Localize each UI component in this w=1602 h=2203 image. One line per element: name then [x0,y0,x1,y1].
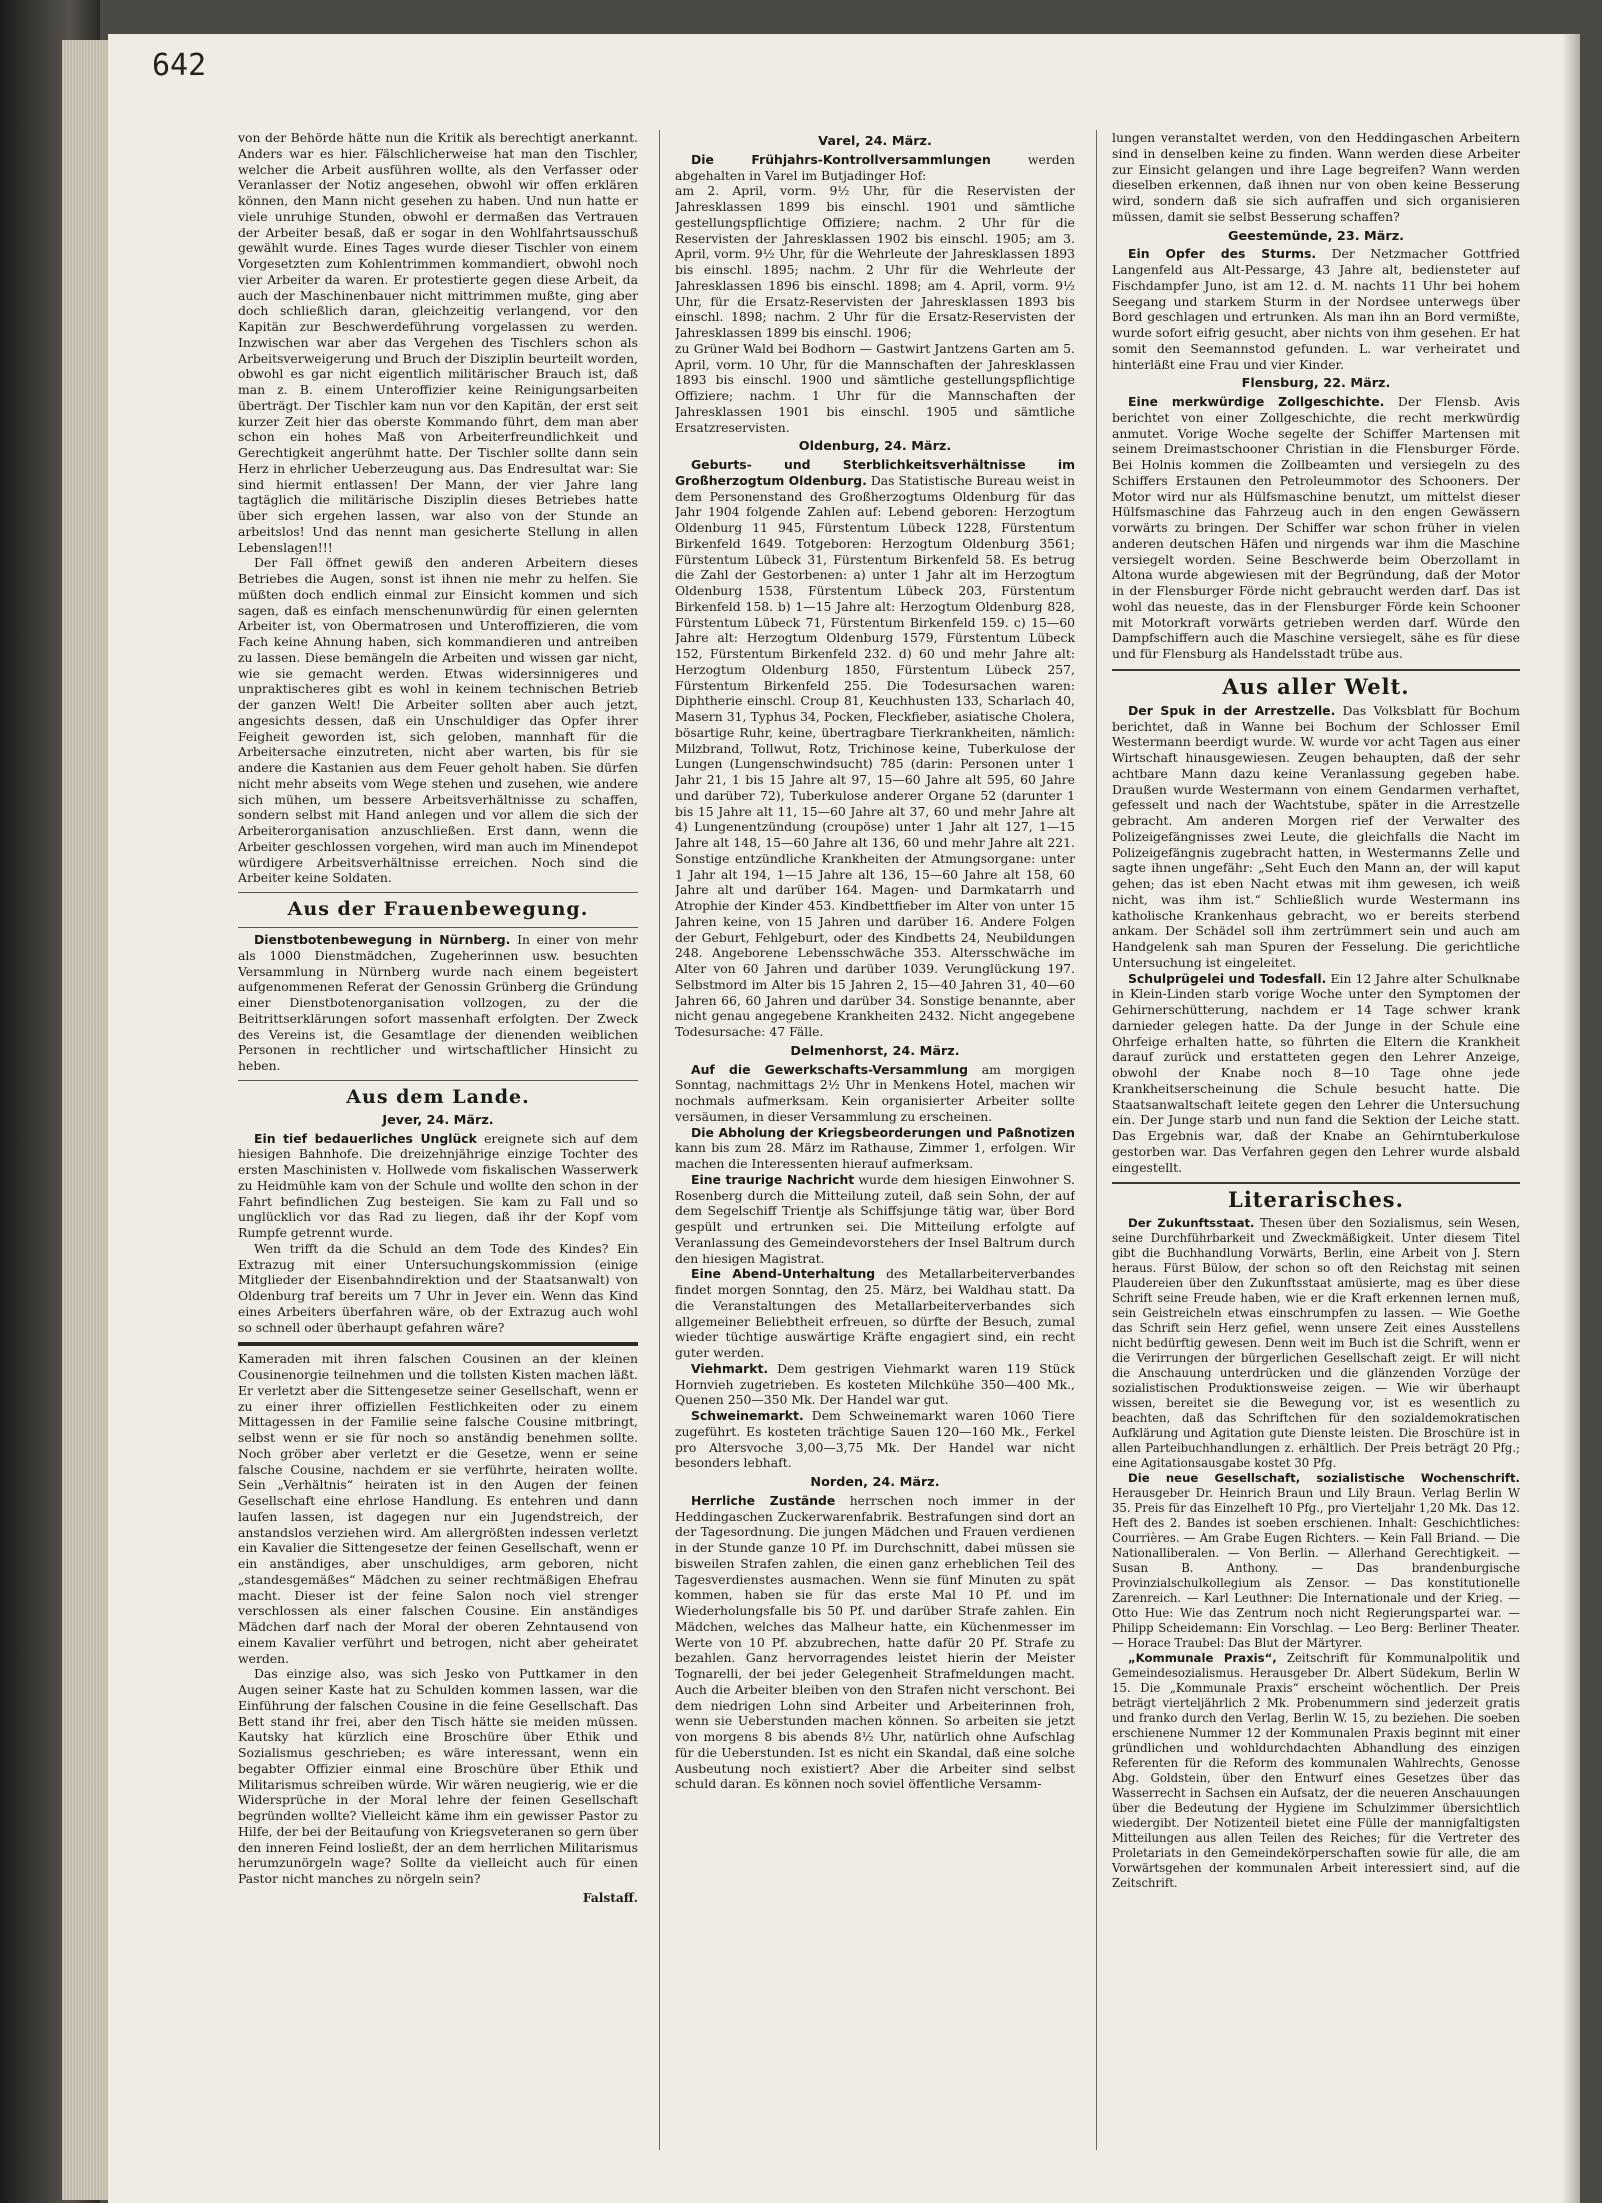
item-text: Dem gestrigen Viehmarkt waren 119 Stück Hornvieh zugetrieben. Es kosteten Milchkühe 350—400 Mk., Quenen 250—350 Mk. Der Handel war gut. [675,1360,1075,1408]
article-paragraph: Der Fall öffnet gewiß den anderen Arbeitern dieses Betriebes die Augen, sonst ist ihnen nie mehr zu helfen. Sie müßten doch endlich einmal zur Einsicht kommen und sich sagen, daß es einfach menschenunwürdig für einen gelernten Arbeiter ist, von Obermatrosen und Unteroffizieren, die vom Fach keine Ahnung haben, sich kommandieren und antreiben zu lassen. Diese bemängeln die Arbeiten und wissen gar nicht, wie sie gemacht werden. Etwas widersinnigeres und unpraktischeres gibt es wohl in keinem technischen Betrieb der ganzen Welt! Die Arbeiter sollten aber auch jetzt, angesichts dessen, daß ein Unschuldiger das Opfer ihrer Feigheit geworden ist, sich geloben, mannhaft für die Arbeitersache einzutreten, nicht aber warten, bis für sie andere die Kastanien aus dem Feuer geholt haben. Sie dürfen nicht mehr abseits vom Wege stehen und zusehen, wie andere sich mühen, um bessere Arbeitsverhältnisse zu schaffen, sondern selbst mit Hand anlegen und vor allem die sich der Arbeiterorganisation anzuschließen. Erst dann, wenn die Arbeiter geschlossen vorgehen, wird man auch im Minendepot würdigere Arbeitsverhältnisse erreichen. Noch sind die Arbeiter keine Soldaten. [238,555,638,886]
item-lead: Viehmarkt. [691,1360,769,1376]
item-text: Zeitschrift für Kommunalpolitik und Gemeindesozialismus. Herausgeber Dr. Albert Südekum, Berlin W 15. Die „Kommunale Praxis“ erscheint wöchentlich. Der Preis beträgt vierteljährlich 2 Mk. Probenummern sind jederzeit gratis und franko durch den Verlag, Berlin W. 15, zu beziehen. Die soeben erschienene Nummer 12 der Kommunalen Praxis beginnt mit einer gründlichen und wohldurchdachten Abhandlung des einzigen Referenten für die Reform des kommunalen Wahlrechts, Genosse Abg. Goldstein, über den Entwurf eines Gesetzes über das Wasserrecht in Sachsen ein Aufsatz, der die neueren Anschauungen über die Bedeutung der Hygiene im Schulzimmer übersichtlich wiedergibt. Der Notizenteil bietet eine Fülle der mannigfaltigsten Mitteilungen aus allen Teilen des Reiches; für die Vertreter des Proletariats in den Gemeindekörperschaften sowie für alle, die am Vorwärtsgehen der kommunalen Arbeit interessiert sind, auf die Zeitschrift. [1112,1651,1520,1891]
item-text: ereignete sich auf dem hiesigen Bahnhofe. Die dreizehnjährige einzige Tochter des ersten Maschinisten v. Hollwede vom fiskalischen Wasserwerk zu Heidmühle kam von der Schule und wollte den schon in der Fahrt befindlichen Zug besteigen. Sie kam zu Fall und so unglücklich vor das Rad zu liegen, daß ihr der Kopf vom Rumpfe getrennt wurde. [238,1130,638,1240]
item-lead: Geburts- und Sterblichkeitsverhältnisse im Großherzogtum Oldenburg. [675,457,1075,488]
item-text: kann bis zum 28. März im Rathause, Zimmer 1, erfolgen. Wir machen die Interessenten hierauf aufmerksam. [675,1140,1075,1171]
item-lead: Schweinemarkt. [691,1408,804,1423]
item-text: Herausgeber Dr. Heinrich Braun und Lily Braun. Verlag Berlin W 35. Preis für das Einzelheft 10 Pfg., pro Vierteljahr 1,20 Mk. Das 12. Heft des 2. Bandes ist soeben erschienen. Inhalt: Geschichtliches: Courrières. — Am Grabe Eugen Richters. — Kein Fall Briand. — Die Nationalliberalen. — Von Berlin. — Allerhand Gerechtigkeit. — Susan B. Anthony. — Das brandenburgische Provinzialschulkollegium als Zensor. — Das konstitutionelle Zarenreich. — Karl Leuthner: Die Internationale und der Krieg. — Otto Hue: Wie das Zentrum noch nicht Regierungspartei war. — Philipp Scheidemann: Ein Vorschlag. — Leo Berg: Berliner Theater. — Horace Traubel: Das Blut der Märtyrer. [1112,1486,1520,1651]
item-text: Das Volksblatt für Bochum berichtet, daß in Wanne bei Bochum der Schlosser Emil Westermann beerdigt wurde. W. wurde vor acht Tagen aus einer Wirtschaft hinausgewiesen. Zeugen behaupten, daß der sehr achtbare Mann dazu keine Veranlassung gegeben habe. Draußen wurde Westermann von einem Gendarmen verhaftet, gefesselt und nach der Wachtstube, später in die Arrestzelle gebracht. Am anderen Morgen rief der Verwalter des Polizeigefängnisses zwei Leute, die gleichfalls die Nacht im Polizeigefängnis zugebracht hatten, in Westermanns Zelle und sagte ihnen ungefähr: „Seht Euch den Mann an, der will kaput gehen; das ist eben Nacht etwas mit ihm gewesen, ich weiß nicht, was ihm ist.“ Schließlich wurde Westermann ins katholische Krankenhaus gebracht, wo er bereits sterbend ankam. Der Schädel soll ihm zertrümmert sein und auch am Handgelenk sah man Spuren der Fesselung. Die gerichtliche Untersuchung ist eingeleitet. [1112,702,1520,970]
column-3 [1112,130,1520,2150]
item-text: Thesen über den Sozialismus, sein Wesen, seine Durchführbarkeit und Zweckmäßigkeit. Unter diesem Titel gibt die Buchhandlung Vorwärts, Berlin, eine Arbeit von J. Stern heraus. Fürst Bülow, der schon so oft den Reichstag mit seinen Plaudereien über den Zukunftsstaat amüsierte, mag es über diese Schrift seine Freude haben, wie er die Kraft erkennen lernen muß, sein Geistreicheln etwas einschrumpfen zu lassen. — Wie Goethe das Schrift sein Herz gefiel, wenn unsere Zeit eines Ausstellens nicht bedürftig gewesen. Denn weit im Buch ist die Schrift, wenn er die Verirrungen der bürgerlichen Gesellschaft zeigt. Er will nicht die Anschauung unterdrücken und die glänzenden Vorzüge der sozialistischen Produktionsweise zeigen. — Wie wir überhaupt wissen, bereitet sie die Bewegung vor, ist es wesentlich zu beachten, daß das Schriftchen für den sozialdemokratischen Aufklärung und Agitation gute Dienste leisten. Die Broschüre ist in allen Parteibuchhandlungen z. erhältlich. Der Preis beträgt 20 Pfg.; eine Agitationsausgabe kostet 30 Pfg. [1112,1216,1520,1471]
item-text: Ein 12 Jahre alter Schulknabe in Klein-Linden starb vorige Woche unter den Symptomen der Gehirnerschütterung, nachdem er 14 Tage schwer krank darnieder gelegen hatte. Da der Junge in der Schule eine Ohrfeige erhalten hatte, so führten die Eltern die Krankheit darauf zurück und erstatteten gegen den Lehrer Anzeige, obwohl der Knabe noch 8—10 Tage ohne jede Krankheitserscheinung die Schule besucht hatte. Die Staatsanwaltschaft leitete gegen den Lehrer die Untersuchung ein. Der Junge starb und nun fand die Sektion der Leiche statt. Das Ergebnis war, daß der Knabe an Gehirntuberkulose gestorben war. Das Verfahren gegen den Lehrer wurde alsbald eingestellt. [1112,970,1520,1175]
item-lead: Der Zukunftsstaat. [1128,1216,1255,1231]
item-text: herrschen noch immer in der Heddingaschen Zuckerwarenfabrik. Bestrafungen sind dort an der Tagesordnung. Die jungen Mädchen und Frauen verdienen in der Stunde ganze 10 Pf. im Durchschnitt, dabei müssen sie bisweilen Strafen zahlen, die einen ganz erheblichen Teil des Tagesverdienstes ausmachen. Wenn sie fünf Minuten zu spät kommen, haben sie für das erste Mal 10 Pf. und im Wiederholungsfalle bis 50 Pf. und darüber Strafe zahlen. Ein Mädchen, welches das Malheur hatte, ein Küchenmesser im Werte von 10 Pf. abzubrechen, hatte dafür 20 Pf. Strafe zu bezahlen. Ganz hervorragendes leistet hierin der Meister Tognarelli, der bei jeder Gelegenheit Strafmeldungen macht. Auch die Arbeiter bleiben von den Strafen nicht verschont. Bei dem niedrigen Lohn sind Arbeiter und Arbeiterinnen froh, wenn sie Ueberstunden machen können. So arbeiten sie jetzt von morgens 8 bis abends 8½ Uhr, natürlich ohne Aufschlag für die Ueberstunden. Ist es nicht ein Skandal, daß eine solche Ausbeutung noch existiert? Aber die Arbeiter sind selbst schuld daran. Es können noch soviel öffentliche Versamm- [675,1492,1075,1792]
signature: Falstaff. [582,1890,638,1905]
dateline: Delmenhorst, 24. März. [790,1043,960,1059]
section-heading-frauenbewegung: Aus der Frauenbewegung. [287,898,589,920]
item-lead: Die neue Gesellschaft, sozialistische Wochenschrift. [1128,1471,1520,1486]
feuilleton-paragraph: Kameraden mit ihren falschen Cousinen an der kleinen Cousinenorgie teilnehmen und die tollsten Kisten machen läßt. Er verletzt aber die Sittengesetze seiner Gesellschaft, wenn er zu einer ihrer offiziellen Festlichkeiten oder zu einem Mittagessen in der Familie seine falsche Cousine mitbringt, selbst wenn er sie für noch so anständig benehmen sollte. Noch gröber aber verletzt er die Gesetze, wenn er seine falsche Cousine, nachdem er sie verführte, heiraten wollte. Sein „Verhältnis“ heiraten ist in den Augen der feinen Gesellschaft eine ehrlose Handlung. Es entehren und dann laufen lassen, ist dagegen nur ein Jugendstreich, der anstandslos verziehen wird. Am allergrößten indessen verletzt ein Kavalier die Sittengesetze der feinen Gesellschaft, wenn er ein anständiges, aber unschuldiges, arm geboren, nicht „standesgemäßes“ Mädchen zu seiner rechtmäßigen Ehefrau macht. Dieser ist der feine Salon noch viel strenger verschlossen als einer falschen Cousine. Ein anständiges Mädchen darf nach der Moral der oberen Zehntausend von einem Kavalier verführt und betrogen, nicht aber geheiratet werden. [238,1351,638,1666]
item-lead: Auf die Gewerkschafts-Versammlung [691,1061,968,1077]
dateline: Flensburg, 22. März. [1241,376,1391,392]
page-edge [62,40,109,2200]
item-lead: „Kommunale Praxis“, [1128,1651,1277,1666]
feuilleton-rule [238,1342,638,1346]
columns [238,130,1520,2150]
item-text: werden abgehalten in Varel im Butjadinger Hof: [675,151,1075,183]
item-text: In einer von mehr als 1000 Dienstmädchen, Zugeherinnen usw. besuchten Versammlung in Nürnberg wurde nach einem begeistert aufgenommenen Referat der Genossin Grünberg die Gründung einer Dienstbotenorganisation vollzogen, zu der die Beitrittserklärungen sofort massenhaft erfolgten. Der Zweck des Vereins ist, die Gesamtlage der dienenden weiblichen Personen in rechtlicher und wirtschaftlicher Hinsicht zu heben. [238,932,638,1073]
dateline: Geestemünde, 23. März. [1227,228,1405,244]
item-text: Wen trifft da die Schuld an dem Tode des Kindes? Ein Extrazug mit einer Untersuchungskommission (einige Mitglieder der Eisenbahndirektion und der Staatsanwalt) von Oldenburg traf bereits um 7 Uhr in Jever ein. Wenn das Kind eines Arbeiters überfahren wäre, ob der Extrazug auch wohl so schnell oder überhaupt gefahren wäre? [238,1240,638,1335]
separator [238,892,638,893]
item-text: des Metallarbeiterverbandes findet morgen Sonntag, den 25. März, bei Waldhau statt. Da die Veranstaltungen des Metallarbeiterverbandes sich allgemeiner Beliebtheit erfreuen, so dürfte der Besuch, zumal wieder tüchtige auswärtige Kräfte engagiert sind, ein recht guter werden. [675,1266,1075,1360]
item-text: zu Grüner Wald bei Bodhorn — Gastwirt Jantzens Garten am 5. April, vorm. 10 Uhr, für die Mannschaften der Jahresklassen 1893 bis einschl. 1900 und sämtliche gestellungspflichtige Offiziere; nachm. 1 Uhr für die Mannschaften der Jahresklassen 1901 bis einschl. 1905 und sämtliche Ersatzreservisten. [675,340,1075,435]
separator [238,927,638,928]
section-heading-lande: Aus dem Lande. [346,1085,530,1108]
newspaper-page [108,34,1580,2203]
item-lead: Eine Abend-Unterhaltung [691,1266,876,1282]
dateline: Jever, 24. März. [382,1112,494,1128]
item-lead: Herrliche Zustände [691,1492,836,1508]
item-lead: Eine traurige Nachricht [691,1171,855,1187]
item-text: Der Netzmacher Gottfried Langenfeld aus Alt-Pessarge, 43 Jahre alt, bediensteter auf Fischdampfer Juno, ist am 12. d. M. nachts 11 Uhr bei hohem Seegang und starkem Sturm in der Nordsee unterwegs über Bord geschlagen und ertrunken. Als man ihn an Bord vermißte, wurde sofort eifrig gesucht, aber nichts von ihm gesehen. Er hat somit den Seemannstod gefunden. L. war verheiratet und hinterläßt eine Frau und vier Kinder. [1112,246,1520,372]
article-paragraph: von der Behörde hätte nun die Kritik als berechtigt anerkannt. Anders war es hier. Fälschlicherweise hat man den Tischler, welcher die Arbeit ausführen wollte, als den Verfasser oder Veranlasser der Notiz angesehen, obwohl wir offen erklären können, den Mann nicht gesehen zu haben. Und nun hatte er viele unruhige Stunden, obwohl er dermaßen das Vertrauen der Arbeiter besaß, daß er sogar in den Wohlfahrtsausschuß gewählt wurde. Eines Tages wurde dieser Tischler von einem Vorgesetzten zum Kohlentrimmen kommandiert, obwohl noch vier Arbeiter da waren. Er protestierte gegen diese Arbeit, da auch der Maschinenbauer nicht mittrimmen mußte, ging aber doch schließlich daran, gleichzeitig verlangend, vor den Kapitän zur Beschwerdeführung vorgelassen zu werden. Inzwischen war aber das Vergehen des Tischlers schon als Arbeitsverweigerung und Bruch der Disziplin beurteilt worden, obwohl es gar nicht eigentlich militärischer Brauch ist, daß man z. B. einem Unteroffizier keine Reinigungsarbeiten überträgt. Der Tischler kam nun vor den Kapitän, der erst seit kurzer Zeit hier das oberste Kommando führt, dem man aber schon ein hohes Maß von Arbeiterfreundlichkeit und Gerechtigkeit angerühmt hatte. Der Tischler sollte dann sein Herz in ehrlicher Ueberzeugung aus. Das Endresultat war: Sie sind hiermit entlassen! Der Mann, der vier Jahre lang tagtäglich die militärische Disziplin dieses Betriebes hatte über sich ergehen lassen, war also von der Stunde an arbeitslos! Und das nennt man gesicherte Stellung in allen Lebenslagen!!! [238,130,638,555]
item-lead: Eine merkwürdige Zollgeschichte. [1128,394,1385,409]
column-rule [659,130,660,2150]
item-lead: Ein tief bedauerliches Unglück [254,1130,477,1146]
feuilleton-paragraph: Das einzige also, was sich Jesko von Puttkamer in den Augen seiner Kaste hat zu Schulden kommen lassen, war die Einführung der falschen Cousine in die feine Gesellschaft. Das Bett stand ihr frei, aber den Tisch hätte sie meiden müssen. Kautsky hat kürzlich eine Broschüre über Ethik und Sozialismus geschrieben; es wäre interessant, wenn ein begabter Offizier einmal eine Broschüre über Ethik und Militarismus schreiben würde. Wir wären neugierig, wie er die Widersprüche in der Moral lehre der feinen Gesellschaft begründen wollte? Vielleicht käme ihm ein gewisser Pastor zu Hilfe, der bei der Beitaufung von Kriegsveteranen so gern über den inneren Feind losließt, der an dem herrlichen Militarismus herumzunörgeln wage? Sollte da vielleicht auch für einen Pastor nicht manches zu nörgeln sein? [238,1666,638,1886]
item-text: am 2. April, vorm. 9½ Uhr, für die Reservisten der Jahresklassen 1899 bis einschl. 1901 und sämtliche gestellungspflichtige Offiziere; nachm. 2 Uhr für die Reservisten der Jahresklassen 1902 bis einschl. 1905; am 3. April, vorm. 9½ Uhr, für die Wehrleute der Jahresklassen 1893 bis einschl. 1895; nachm. 2 Uhr für die Wehrleute der Jahresklassen 1896 bis einschl. 1898; am 4. April, vorm. 9½ Uhr, für die Ersatz-Reservisten der Jahresklassen 1893 bis einschl. 1898; nachm. 2 Uhr für die Ersatz-Reservisten der Jahresklassen 1899 bis einschl. 1906; [675,183,1075,340]
item-text: wurde dem hiesigen Einwohner S. Rosenberg durch die Mitteilung zuteil, daß sein Sohn, der auf dem Segelschiff Trientje als Schiffsjunge tätig war, über Bord gespült und ertrunken sei. Die Mitteilung erfolgte auf Veranlassung des Gemeindevorstehers der Insel Baltrum durch den hiesigen Magistrat. [675,1171,1075,1266]
section-heading-welt: Aus aller Welt. [1222,673,1410,699]
separator [1112,1182,1520,1184]
item-text: Das Statistische Bureau weist in dem Personenstand des Großherzogtums Oldenburg für das Jahr 1904 folgende Zahlen auf: Lebend geboren: Herzogtum Oldenburg 11 945, Fürstentum Lübeck 1228, Fürstentum Birkenfeld 1649. Totgeboren: Herzogtum Oldenburg 3561; Fürstentum Lübeck 31, Fürstentum Birkenfeld 58. Es betrug die Zahl der Gestorbenen: a) unter 1 Jahr alt im Herzogtum Oldenburg 1538, Fürstentum Lübeck 203, Fürstentum Birkenfeld 158. b) 1—15 Jahre alt: Herzogtum Oldenburg 828, Fürstentum Lübeck 71, Fürstentum Birkenfeld 159. c) 15—60 Jahre alt: Herzogtum Oldenburg 1579, Fürstentum Lübeck 152, Fürstentum Birkenfeld 232. d) 60 und mehr Jahre alt: Herzogtum Oldenburg 1850, Fürstentum Lübeck 257, Fürstentum Birkenfeld 255. Die Todesursachen waren: Diphtherie einschl. Croup 81, Keuchhusten 133, Scharlach 40, Masern 31, Typhus 34, Pocken, Fleckfieber, asiatische Cholera, bösartige Ruhr, keine, übertragbare Tierkrankheiten, nämlich: Milzbrand, Tollwut, Rotz, Trichinose keine, Tuberkulose der Lungen (Lungenschwindsucht) 785 (darin: Personen unter 1 Jahr 21, 1 bis 15 Jahre alt 97, 15—60 Jahre alt 595, 60 Jahre und darüber 72), Tuberkulose anderer Organe 52 (darunter 1 bis 15 Jahre alt 11, 15—60 Jahre alt 37, 60 und mehr Jahre alt 4) Lungenentzündung (croupöse) unter 1 Jahr alt 127, 1—15 Jahre alt 148, 15—60 Jahre alt 136, 60 und mehr Jahre alt 221. Sonstige entzündliche Krankheiten der Atmungsorgane: unter 1 Jahr alt 194, 1—15 Jahre alt 136, 15—60 Jahre alt 158, 60 Jahre alt und darüber 164. Magen- und Darmkatarrh und Atrophie der Kinder 453. Kindbettfieber im Alter von unter 15 Jahren keine, von 15 Jahren und darüber 16. Andere Folgen der Geburt, Fehlgeburt, oder des Kindbetts 24, Neubildungen 248. Angeborene Lebensschwäche 353. Altersschwäche im Alter von 60 Jahren und darüber 1039. Verunglückung 197. Selbstmord im Alter bis 15 Jahren 2, 15—40 Jahren 31, 40—60 Jahren 66, 60 Jahren und darüber 34. Sonstige benannte, aber nicht genau angegebene Krankheiten 2432. Nicht angegebene Todesursache: 47 Fälle. [675,472,1075,1039]
column-rule [1096,130,1097,2150]
separator [1112,669,1520,671]
item-text: lungen veranstaltet werden, von den Heddingaschen Arbeitern sind in denselben keine zu finden. Wann werden diese Arbeiter zur Einsicht gelangen und ihre Lage begreifen? Wann werden dieselben erkennen, daß ihnen nur von oben keine Besserung wird, sondern daß sie sich aufraffen und sich organisieren müssen, damit sie selbst Besserung schaffen? [1112,130,1520,224]
dateline: Varel, 24. März. [818,134,932,149]
section-heading-literarisches: Literarisches. [1228,1187,1404,1213]
column-1 [238,130,638,2150]
dateline: Oldenburg, 24. März. [798,439,952,455]
item-lead: Dienstbotenbewegung in Nürnberg. [254,932,511,947]
item-text: Der Flensb. Avis berichtet von einer Zollgeschichte, die recht merkwürdig anmutet. Vorige Woche segelte der Schiffer Martensen mit seinem Dreimastschooner Christian in die Flensburger Förde. Bei Holnis kommen die Zollbeamten und versiegeln zu des Schiffers Erstaunen den Petroleummotor des Schooners. Der Motor wird nur als Hülfsmaschine benutzt, um mittelst dieser Hülfsmaschine das Fahrzeug auch in den engen Gewässern vorwärts zu bringen. Der Schiffer war schon früher in vielen anderen deutschen Häfen und nirgends war ihm die Maschine versiegelt worden. Seine Beschwerde beim Oberzollamt in Altona wurde abgewiesen mit der Begründung, daß der Motor in der Flensburger Förde nicht gebraucht werden darf. Das ist wohl das neueste, das in der Flensburger Förde kein Schooner mit Motorkraft vorwärts getrieben werden darf. Würde den Dampfschiffern auch die Maschine versiegelt, sähe es für diese und für Flensburg als Handelsstadt trübe aus. [1112,394,1520,661]
page-shadow [1562,34,1580,2203]
item-text: Dem Schweinemarkt waren 1060 Tiere zugeführt. Es kosteten trächtige Sauen 120—160 Mk., Ferkel pro Altersvoche 3,00—3,75 Mk. Der Handel war nicht besonders lebhaft. [675,1408,1075,1471]
item-lead: Die Frühjahrs-Kontrollversammlungen [691,151,991,167]
item-lead: Der Spuk in der Arrestzelle. [1128,702,1336,718]
dateline: Norden, 24. März. [810,1475,940,1490]
item-text: am morgigen Sonntag, nachmittags 2½ Uhr in Menkens Hotel, machen wir nochmals aufmerksam. Kein organisierter Arbeiter sollte versäumen, in dieser Versammlung zu erscheinen. [675,1061,1075,1124]
page-number: 642 [152,48,207,83]
item-lead: Schulprügelei und Todesfall. [1128,970,1327,986]
item-lead: Ein Opfer des Sturms. [1128,246,1317,262]
column-2 [675,130,1075,2150]
item-lead: Die Abholung der Kriegsbeorderungen und Paßnotizen [691,1124,1075,1140]
separator [238,1080,638,1081]
